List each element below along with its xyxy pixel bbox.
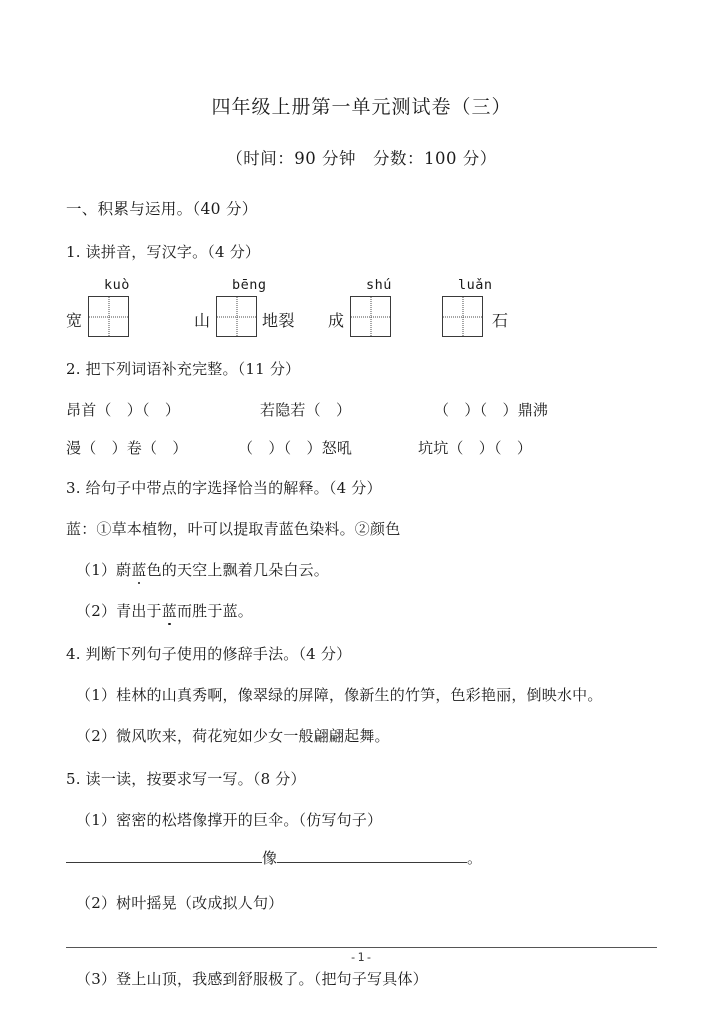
idiom-blank-2[interactable]: 若隐若（ ） [260, 401, 352, 419]
suffix-char-2: 地裂 [262, 311, 296, 330]
question-3-item-2[interactable] [66, 580, 657, 621]
pinyin-label-3: shú [366, 277, 392, 293]
sentence-pre: 蔚 [116, 561, 132, 579]
prefix-char-3: 成 [328, 311, 345, 330]
question-5-item-2[interactable]: （2）树叶摇晃（改成拟人句） [76, 894, 284, 912]
question-5-heading: 5. 读一读，按要求写一写。（8 分） [66, 770, 306, 788]
prefix-char-1: 宽 [66, 311, 83, 330]
sentence-post: 色的天空上飘着几朵白云。 [146, 561, 329, 579]
writing-box-4[interactable] [442, 296, 483, 337]
question-5-item-1[interactable]: （1）密密的松塔像撑开的巨伞。（仿写句子） [76, 811, 383, 829]
question-1-pinyin-grid [66, 262, 657, 342]
character-box-row [66, 296, 657, 342]
idiom-blank-4[interactable]: 漫（ ）卷（ ） [66, 439, 188, 457]
definition-text: ①草本植物，叶可以提取青蓝色染料。②颜色 [96, 520, 401, 538]
dotted-character: 蓝 [131, 561, 147, 579]
suffix-char-4: 石 [492, 311, 509, 330]
item-number: （1） [76, 561, 117, 579]
page-title: 四年级上册第一单元测试卷（三） [211, 96, 512, 118]
question-3-heading: 3. 给句子中带点的字选择恰当的解释。（4 分） [66, 479, 382, 497]
question-3-item-1[interactable] [66, 539, 657, 580]
definition-key: 蓝： [66, 520, 97, 538]
idiom-blank-6[interactable]: 坑坑（ ）（ ） [418, 439, 533, 457]
question-4-item-1[interactable]: （1）桂林的山真秀啊，像翠绿的屏障，像新生的竹笋，色彩艳丽，倒映水中。 [76, 686, 603, 704]
sentence-pre: 青出于 [116, 602, 162, 620]
pinyin-label-1: kuò [104, 277, 130, 293]
question-4-heading: 4. 判断下列句子使用的修辞手法。（4 分） [66, 645, 352, 663]
page-number: -1- [349, 950, 374, 964]
question-1-heading: 1. 读拼音，写汉字。（4 分） [66, 243, 261, 261]
idiom-blank-3[interactable]: （ ）（ ）鼎沸 [434, 401, 549, 419]
writing-box-2[interactable] [216, 296, 257, 337]
sentence-period: 。 [467, 849, 483, 867]
answer-blank-right[interactable] [277, 846, 467, 863]
question-3-definition [66, 498, 657, 539]
idiom-blank-1[interactable]: 昂首（ ）（ ） [66, 401, 181, 419]
connector-word: 像 [262, 849, 278, 867]
pinyin-label-2: bēng [232, 277, 267, 293]
section-heading-one: 一、积累与运用。（40 分） [66, 200, 258, 218]
question-4-item-2[interactable]: （2）微风吹来，荷花宛如少女一般翩翩起舞。 [76, 727, 390, 745]
item-number: （2） [76, 602, 117, 620]
question-5-answer-line-1[interactable] [66, 830, 657, 872]
writing-box-1[interactable] [88, 296, 129, 337]
question-2-row-2 [66, 417, 657, 455]
idiom-blank-5[interactable]: （ ）（ ）怒吼 [238, 439, 353, 457]
exam-meta-line: （时间：90 分钟 分数：100 分） [226, 149, 497, 168]
question-2-row-1 [66, 379, 657, 417]
answer-blank-left[interactable] [66, 846, 262, 863]
pinyin-label-4: luǎn [458, 277, 493, 293]
question-2-heading: 2. 把下列词语补充完整。（11 分） [66, 360, 301, 378]
dotted-character: 蓝 [161, 602, 177, 620]
sentence-post: 而胜于蓝。 [176, 602, 253, 620]
pinyin-label-row [66, 272, 657, 293]
question-5-item-3[interactable]: （3）登上山顶，我感到舒服极了。（把句子写具体） [76, 970, 428, 988]
prefix-char-2: 山 [194, 311, 211, 330]
writing-box-3[interactable] [350, 296, 391, 337]
